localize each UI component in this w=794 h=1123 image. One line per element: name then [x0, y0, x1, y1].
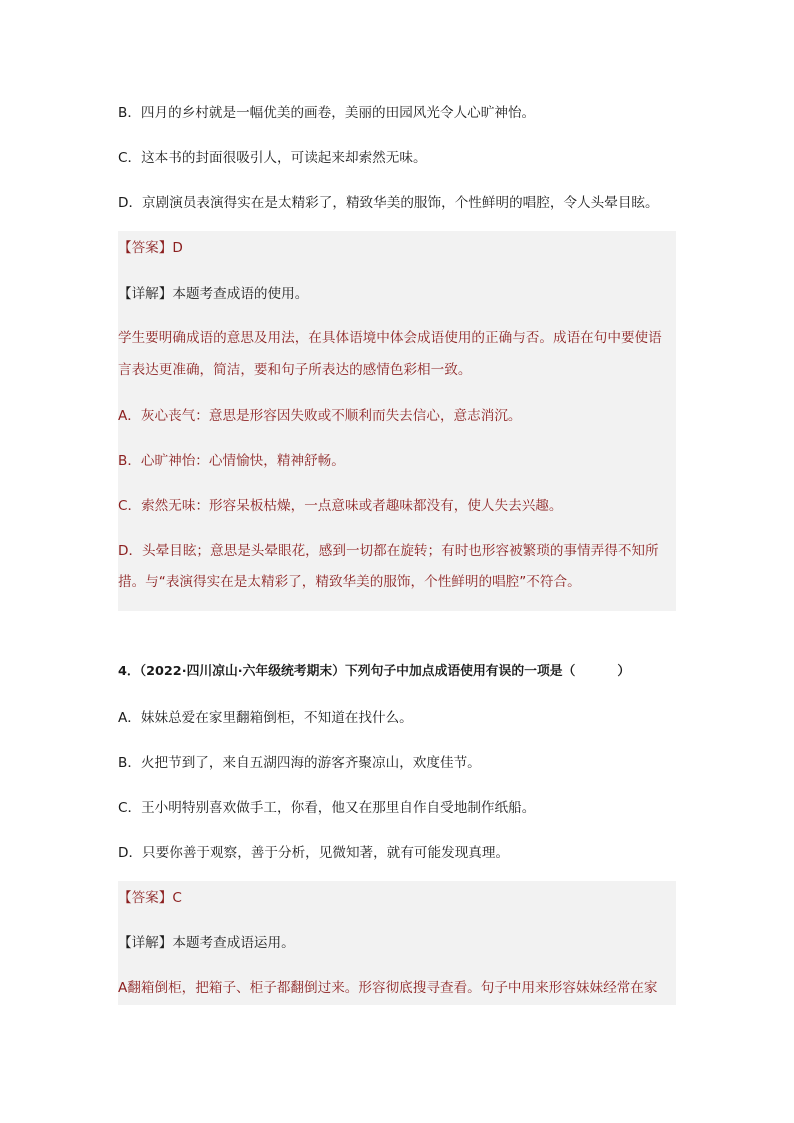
- q3-analysis-d-line-1: D．头晕目眩；意思是头晕眼花，感到一切都在旋转；有时也形容被繁琐的事情弄得不知所: [118, 543, 659, 559]
- q3-explanation-line-2: 言表达更准确，简洁，要和句子所表达的感情色彩相一致。: [118, 362, 472, 378]
- q4-option-d: D．只要你善于观察，善于分析，见微知著，就有可能发现真理。: [118, 845, 510, 861]
- q4-option-a: A．妹妹总爱在家里翻箱倒柜，不知道在找什么。: [118, 710, 413, 726]
- q3-option-b: B．四月的乡村就是一幅优美的画卷，美丽的田园风光令人心旷神怡。: [118, 105, 536, 121]
- q3-analysis-b: B．心旷神怡：心情愉快，精神舒畅。: [118, 453, 345, 469]
- q4-option-c: C．王小明特别喜欢做手工，你看，他又在那里自作自受地制作纸船。: [118, 800, 536, 816]
- q4-detail-heading: 【详解】本题考查成语运用。: [118, 935, 295, 951]
- q3-answer: 【答案】D: [118, 240, 183, 256]
- q4-answer: 【答案】C: [118, 890, 182, 906]
- q3-option-c: C．这本书的封面很吸引人，可读起来却索然无味。: [118, 150, 427, 166]
- q4-title-close: ）: [617, 664, 631, 679]
- q4-title: [118, 662, 630, 682]
- q3-analysis-c: C．索然无味：形容呆板枯燥，一点意味或者趣味都没有，使人失去兴趣。: [118, 498, 563, 514]
- q3-detail-heading: 【详解】本题考查成语的使用。: [118, 286, 309, 302]
- q4-option-b: B．火把节到了，来自五湖四海的游客齐聚凉山，欢度佳节。: [118, 755, 481, 771]
- q4-explanation-line-1: A翻箱倒柜，把箱子、柜子都翻倒过来。形容彻底搜寻查看。句子中用来形容妹妹经常在家: [118, 980, 658, 996]
- q3-analysis-a: A．灰心丧气：意思是形容因失败或不顺利而失去信心，意志消沉。: [118, 408, 522, 424]
- q3-analysis-d-line-2: 措。与“表演得实在是太精彩了，精致华美的服饰，个性鲜明的唱腔”不符合。: [118, 574, 581, 590]
- q4-title-text: 4．（2022·四川凉山·六年级统考期末）下列句子中加点成语使用有误的一项是（: [118, 664, 576, 679]
- q3-explanation-line-1: 学生要明确成语的意思及用法，在具体语境中体会成语使用的正确与否。成语在句中要使语: [118, 330, 662, 346]
- q3-option-d: D．京剧演员表演得实在是太精彩了，精致华美的服饰，个性鲜明的唱腔，令人头晕目眩。: [118, 195, 659, 211]
